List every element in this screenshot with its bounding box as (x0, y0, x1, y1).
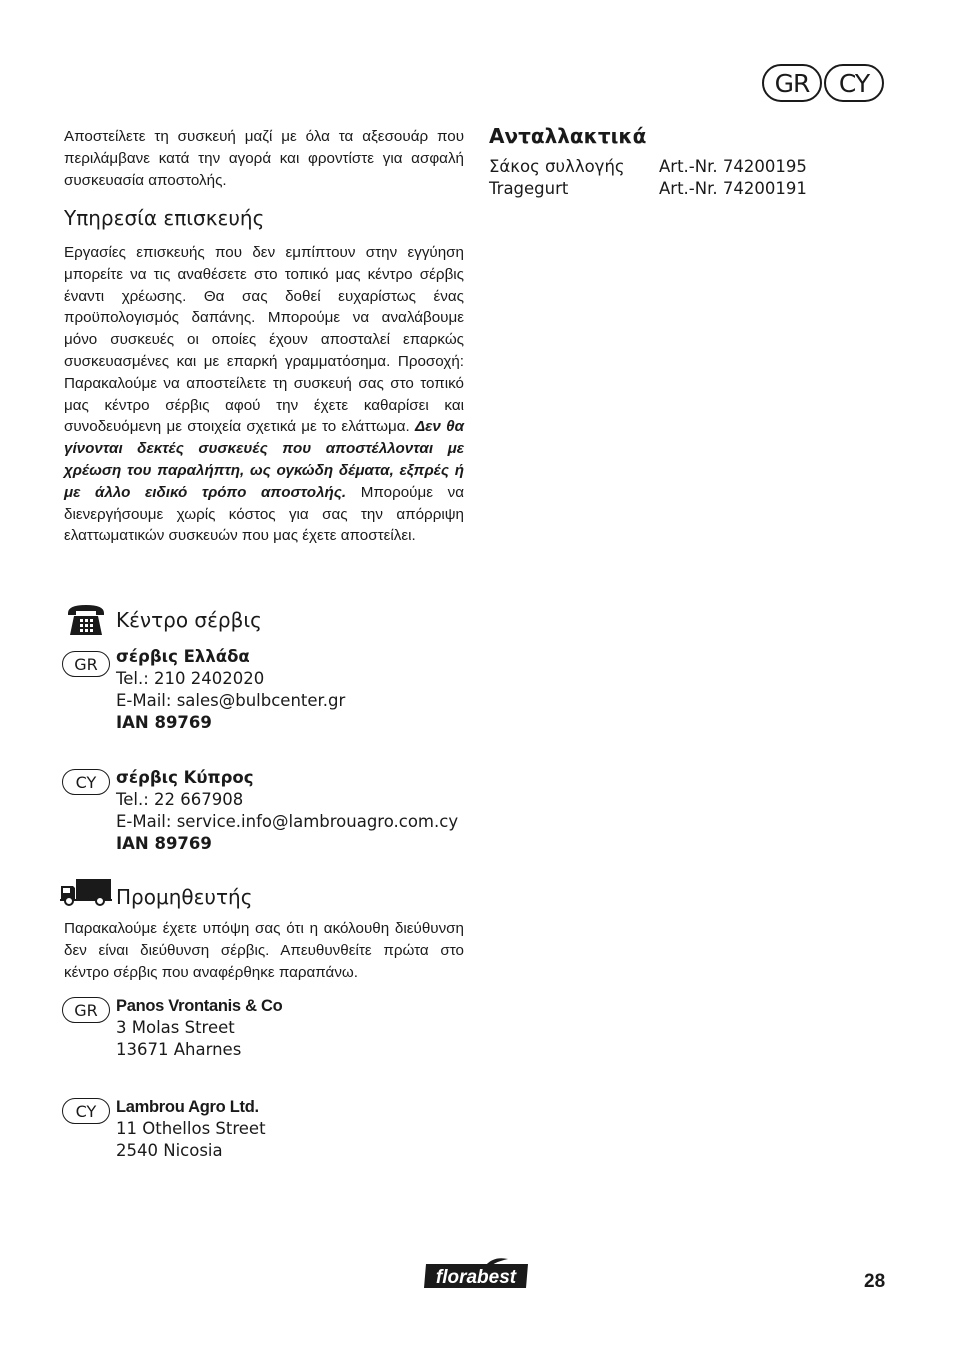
spare-parts-heading: Ανταλλακτικά (489, 124, 647, 148)
supplier-address-cy (116, 1096, 266, 1162)
truck-icon (60, 878, 112, 906)
logo-text: florabest (435, 1267, 517, 1288)
repair-text-1: Εργασίες επισκευής που δεν εμπίπτουν στην εγγύηση μπορείτε να τις αναθέσετε στο τοπικό μας κέντρο σέρβις έναντι χρέωσης. Θα σας δοθεί ευχαρίστως ένας προϋπολογισμός δαπάνης. Μπορούμε να αναλάβουμε μόνο συσκευές οι οποίες έχουν αποσταλεί επαρκώς συσκευασμένες και με επαρκή γραμματόσημα. Προσοχή: Παρακαλούμε να αποστείλετε τη συσκευή σας στο τοπικό μας κέντρο σέρβις αφού την έχετε καθαρίσει και συνοδευόμενη με στοιχεία σχετικά με το ελάττωμα. (64, 244, 464, 436)
repair-paragraph (64, 242, 464, 547)
spare-part-name: Σάκος συλλογής (489, 157, 625, 176)
spare-part-row (489, 156, 807, 178)
language-badges (762, 64, 886, 102)
supplier-city-cy: 2540 Nicosia (116, 1141, 223, 1160)
service-title-gr: σέρβις Ελλάδα (116, 647, 250, 666)
service-contact-gr (116, 646, 345, 734)
telephone-icon (66, 602, 106, 636)
repair-text-2: Μπορούμε να διενεργήσουμε χωρίς κόστος για σας την απόρριψη ελαττωματικών συσκευών που μας έχετε αποστείλει. (64, 483, 464, 545)
repair-text-bold: Δεν θα γίνονται δεκτές συσκευές που αποστέλλονται με χρέωση του παραλήπτη, ως ογκώδη δέματα, εξπρές ή με άλλο ειδικό τρόπο αποστολής. (64, 418, 464, 501)
service-title-cy: σέρβις Κύπρος (116, 768, 254, 787)
intro-paragraph: Αποστείλετε τη συσκευή μαζί με όλα τα αξεσουάρ που περιλάμβανε κατά την αγορά και φροντίστε για ασφαλή συσκευασία αποστολής. (64, 128, 464, 189)
spare-part-number: Art.-Nr. 74200195 (659, 157, 807, 176)
florabest-logo (424, 1258, 530, 1288)
lang-badge-cy: CY (824, 64, 884, 102)
lang-badge-gr: GR (762, 64, 822, 102)
supplier-address-gr (116, 995, 282, 1061)
page-number: 28 (864, 1271, 886, 1292)
spare-part-number: Art.-Nr. 74200191 (659, 179, 807, 198)
service-email-gr: E-Mail: sales@bulbcenter.gr (116, 691, 346, 710)
service-tel-gr: Tel.: 210 2402020 (116, 669, 265, 688)
supplier-street-gr: 3 Molas Street (116, 1018, 235, 1037)
supplier-city-gr: 13671 Aharnes (116, 1040, 242, 1059)
service-center-heading: Κέντρο σέρβις (116, 608, 262, 632)
service-contact-cy (116, 767, 458, 855)
repair-heading: Υπηρεσία επισκευής (64, 206, 265, 230)
service-tel-cy: Tel.: 22 667908 (116, 790, 244, 809)
service-badge-cy: CY (62, 769, 110, 795)
supplier-badge-cy: CY (62, 1098, 110, 1124)
service-ian-gr: IAN 89769 (116, 713, 212, 732)
service-ian-cy: IAN 89769 (116, 834, 212, 853)
spare-part-name: Tragegurt (489, 179, 569, 198)
service-badge-gr: GR (62, 651, 110, 677)
supplier-paragraph: Παρακαλούμε έχετε υπόψη σας ότι η ακόλουθη διεύθυνση δεν είναι διεύθυνση σέρβις. Απευθυνθείτε πρώτα στο κέντρο σέρβις που αναφέρθηκε παραπάνω. (64, 920, 464, 981)
spare-part-row (489, 178, 807, 200)
supplier-heading: Προμηθευτής (116, 885, 253, 909)
supplier-street-cy: 11 Othellos Street (116, 1119, 266, 1138)
supplier-name-gr: Panos Vrontanis & Co (116, 997, 283, 1015)
supplier-name-cy: Lambrou Agro Ltd. (116, 1098, 259, 1116)
service-email-cy: E-Mail: service.info@lambrouagro.com.cy (116, 812, 459, 831)
supplier-badge-gr: GR (62, 997, 110, 1023)
spare-parts-list (489, 156, 807, 200)
